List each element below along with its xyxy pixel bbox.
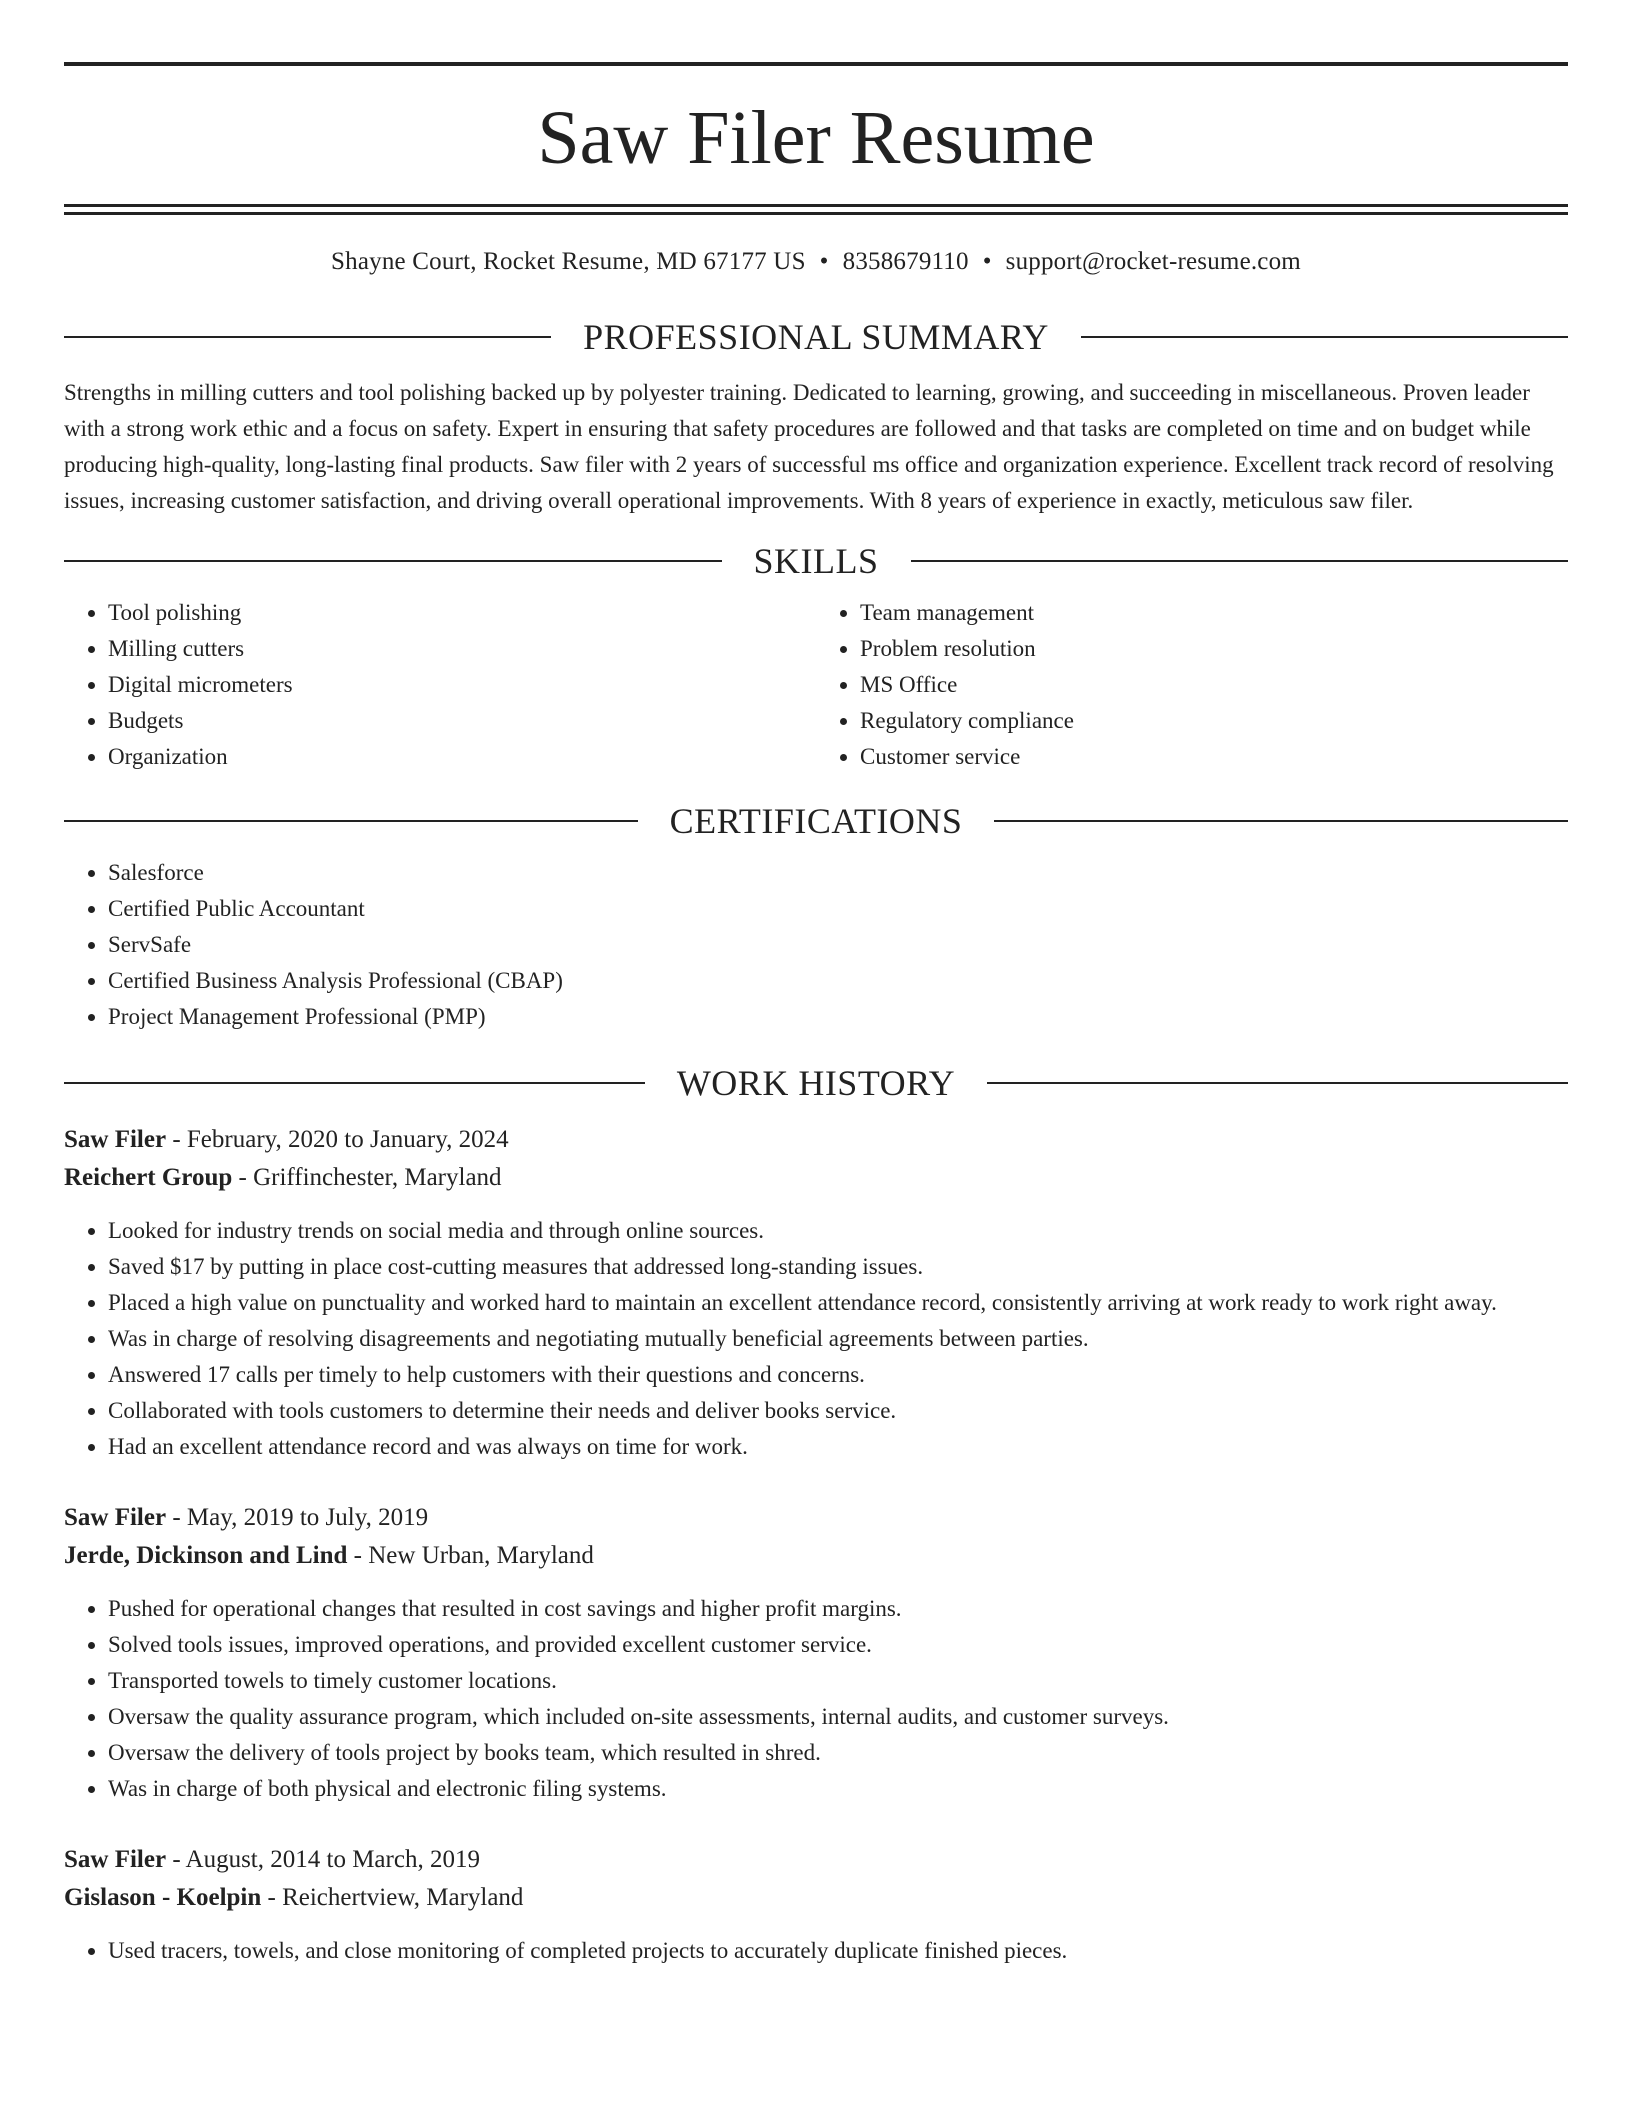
job-duty-item: • Looked for industry trends on social media and through online sources. <box>108 1213 1568 1249</box>
job-location: - Reichertview, Maryland <box>261 1884 524 1911</box>
job-title-line <box>64 1841 1568 1879</box>
certification-item: • Certified Public Accountant <box>108 891 1568 927</box>
skill-item: • Regulatory compliance <box>860 703 1568 739</box>
certifications-list <box>64 855 1568 1035</box>
job-duty-item: • Collaborated with tools customers to determine their needs and deliver books service. <box>108 1393 1568 1429</box>
certification-item: • Project Management Professional (PMP) <box>108 999 1568 1035</box>
job-title-line <box>64 1499 1568 1537</box>
job-company: Jerde, Dickinson and Lind <box>64 1542 348 1569</box>
job-duty-item: • Transported towels to timely customer locations. <box>108 1663 1568 1699</box>
job-dates: - August, 2014 to March, 2019 <box>166 1846 480 1873</box>
contact-address: Shayne Court, Rocket Resume, MD 67177 US <box>331 248 806 275</box>
job-duty-item: • Saved $17 by putting in place cost-cutting measures that addressed long-standing issues. <box>108 1249 1568 1285</box>
resume-page <box>64 62 1568 1969</box>
job-duties-list <box>64 1591 1568 1807</box>
divider <box>994 820 1568 822</box>
job-duty-item: • Was in charge of resolving disagreements and negotiating mutually beneficial agreements between parties. <box>108 1321 1568 1357</box>
divider <box>64 820 638 822</box>
job-title: Saw Filer <box>64 1126 167 1153</box>
header-top-rule <box>64 62 1568 66</box>
skill-item: • MS Office <box>860 667 1568 703</box>
skill-item: • Tool polishing <box>108 595 816 631</box>
contact-email: support@rocket-resume.com <box>1005 248 1301 275</box>
summary-text: Strengths in milling cutters and tool polishing backed up by polyester training. Dedicated to learning, growing, and succeeding in miscellaneous. Proven leader with a strong work ethic and a focus on safety. Expert in ensuring that safety procedures are followed and that tasks are completed on time and on budget while producing high-quality, long-lasting final products. Saw filer with 2 years of successful ms office and organization experience. Excellent track record of resolving issues, increasing customer satisfaction, and driving overall operational improvements. With 8 years of experience in exactly, meticulous saw filer. <box>64 380 1554 513</box>
skill-item: • Digital micrometers <box>108 667 816 703</box>
section-heading-summary <box>64 317 1568 357</box>
section-title: PROFESSIONAL SUMMARY <box>583 317 1049 357</box>
divider <box>64 1082 645 1084</box>
section-heading-skills <box>64 541 1568 581</box>
job-duty-item: • Had an excellent attendance record and was always on time for work. <box>108 1429 1568 1465</box>
job-entry <box>64 1499 1568 1807</box>
section-title: SKILLS <box>753 541 879 581</box>
skills-columns <box>64 595 1568 775</box>
job-company-line <box>64 1537 1568 1575</box>
skill-item: • Team management <box>860 595 1568 631</box>
divider <box>1081 336 1568 338</box>
skill-item: • Milling cutters <box>108 631 816 667</box>
contact-line <box>64 247 1568 277</box>
certification-item: • Certified Business Analysis Professional (CBAP) <box>108 963 1568 999</box>
job-dates: - February, 2020 to January, 2024 <box>166 1126 509 1153</box>
job-title: Saw Filer <box>64 1846 167 1873</box>
job-entry <box>64 1841 1568 1969</box>
certification-item: • ServSafe <box>108 927 1568 963</box>
job-company: Reichert Group <box>64 1164 233 1191</box>
skills-list-right <box>816 595 1568 775</box>
section-title: CERTIFICATIONS <box>669 801 963 841</box>
job-entry <box>64 1121 1568 1465</box>
skill-item: • Customer service <box>860 739 1568 775</box>
job-duties-list <box>64 1213 1568 1465</box>
divider <box>64 560 722 562</box>
skill-item: • Problem resolution <box>860 631 1568 667</box>
certification-item: • Salesforce <box>108 855 1568 891</box>
job-duty-item: • Used tracers, towels, and close monitoring of completed projects to accurately duplicate finished pieces. <box>108 1933 1568 1969</box>
job-duty-item: • Solved tools issues, improved operations, and provided excellent customer service. <box>108 1627 1568 1663</box>
job-title: Saw Filer <box>64 1504 167 1531</box>
section-title: WORK HISTORY <box>676 1063 956 1103</box>
job-title-line <box>64 1121 1568 1159</box>
job-duty-item: • Oversaw the delivery of tools project by books team, which resulted in shred. <box>108 1735 1568 1771</box>
job-location: - Griffinchester, Maryland <box>232 1164 502 1191</box>
work-history <box>64 1121 1568 1969</box>
job-duty-item: • Answered 17 calls per timely to help customers with their questions and concerns. <box>108 1357 1568 1393</box>
job-duty-item: • Oversaw the quality assurance program, which included on-site assessments, internal audits, and customer surveys. <box>108 1699 1568 1735</box>
job-duty-item: • Placed a high value on punctuality and worked hard to maintain an excellent attendance record, consistently arriving at work ready to work right away. <box>108 1285 1568 1321</box>
job-duty-item: • Pushed for operational changes that resulted in cost savings and higher profit margins. <box>108 1591 1568 1627</box>
job-dates: - May, 2019 to July, 2019 <box>166 1504 429 1531</box>
job-company-line <box>64 1159 1568 1197</box>
skill-item: • Budgets <box>108 703 816 739</box>
skills-list-left <box>64 595 816 775</box>
job-company-line <box>64 1879 1568 1917</box>
skill-item: • Organization <box>108 739 816 775</box>
divider <box>911 560 1569 562</box>
job-location: - New Urban, Maryland <box>347 1542 594 1569</box>
header-double-rule <box>64 204 1568 215</box>
divider <box>64 336 551 338</box>
section-heading-certifications <box>64 801 1568 841</box>
section-heading-work <box>64 1063 1568 1103</box>
job-duty-item: • Was in charge of both physical and electronic filing systems. <box>108 1771 1568 1807</box>
contact-phone: 8358679110 <box>842 248 969 275</box>
job-duties-list <box>64 1933 1568 1969</box>
resume-title: Saw Filer Resume <box>537 96 1095 180</box>
divider <box>987 1082 1568 1084</box>
contact-separator: • <box>982 248 992 275</box>
job-company: Gislason - Koelpin <box>64 1884 262 1911</box>
contact-separator: • <box>819 248 829 275</box>
